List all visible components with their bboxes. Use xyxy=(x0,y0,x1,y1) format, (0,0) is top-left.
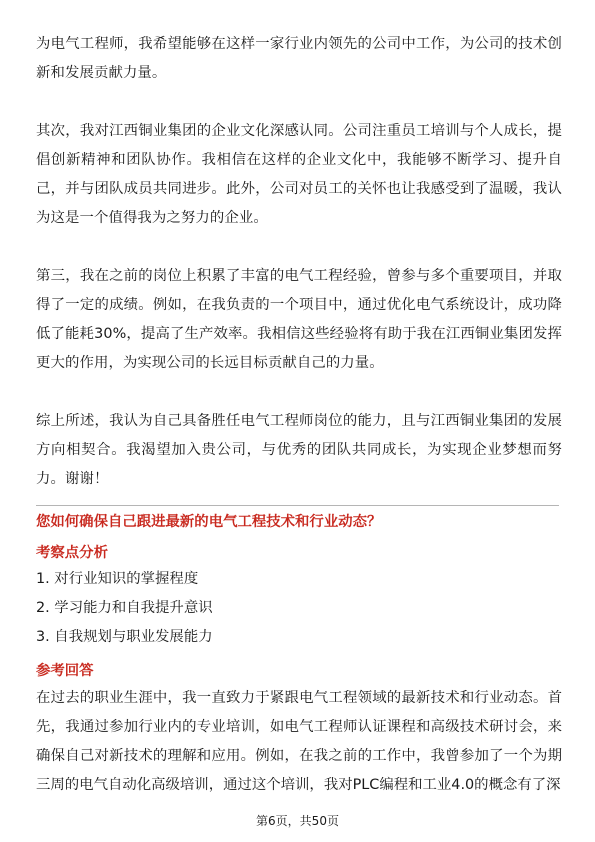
analysis-item: 2. 学习能力和自我提升意识 xyxy=(36,600,213,616)
paragraph-2: 其次，我对江西铜业集团的企业文化深感认同。公司注重员工培训与个人成长，提倡创新精神和团队协作。我相信在这样的企业文化中，我能够不断学习、提升自己，并与团队成员共同进步。此外，公司对员工的关怀也让我感受到了温暖，我认为这是一个值得我为之努力的企业。 xyxy=(36,123,562,226)
paragraph-4: 综上所述，我认为自己具备胜任电气工程师岗位的能力，且与江西铜业集团的发展方向相契合。我渴望加入贵公司，与优秀的团队共同成长，为实现企业梦想而努力。谢谢！ xyxy=(36,413,562,487)
paragraph-1: 为电气工程师，我希望能够在这样一家行业内领先的公司中工作，为公司的技术创新和发展贡献力量。 xyxy=(36,36,562,81)
section-divider xyxy=(36,505,559,506)
analysis-item: 1. 对行业知识的掌握程度 xyxy=(36,571,199,587)
analysis-item: 3. 自我规划与职业发展能力 xyxy=(36,629,213,645)
analysis-list xyxy=(36,565,562,652)
answer-heading: 参考回答 xyxy=(36,663,94,679)
paragraph-3: 第三，我在之前的岗位上积累了丰富的电气工程经验，曾参与多个重要项目，并取得了一定的成绩。例如，在我负责的一个项目中，通过优化电气系统设计，成功降低了能耗30%，提高了生产效率。我相信这些经验将有助于我在江西铜业集团发挥更大的作用，为实现公司的长远目标贡献自己的力量。 xyxy=(36,268,562,371)
document-body xyxy=(36,30,562,494)
analysis-heading: 考察点分析 xyxy=(36,545,108,561)
answer-text: 在过去的职业生涯中，我一直致力于紧跟电气工程领域的最新技术和行业动态。首先，我通过参加行业内的专业培训，如电气工程师认证课程和高级技术研讨会，来确保自己对新技术的理解和应用。例如，在我之前的工作中，我曾参加了一个为期三周的电气自动化高级培训，通过这个培训，我对PLC编程和工业4.0的概念有了深 xyxy=(36,690,562,793)
interview-question: 您如何确保自己跟进最新的电气工程技术和行业动态？ xyxy=(36,514,382,530)
page-footer: 第6页，共50页 xyxy=(256,814,339,828)
